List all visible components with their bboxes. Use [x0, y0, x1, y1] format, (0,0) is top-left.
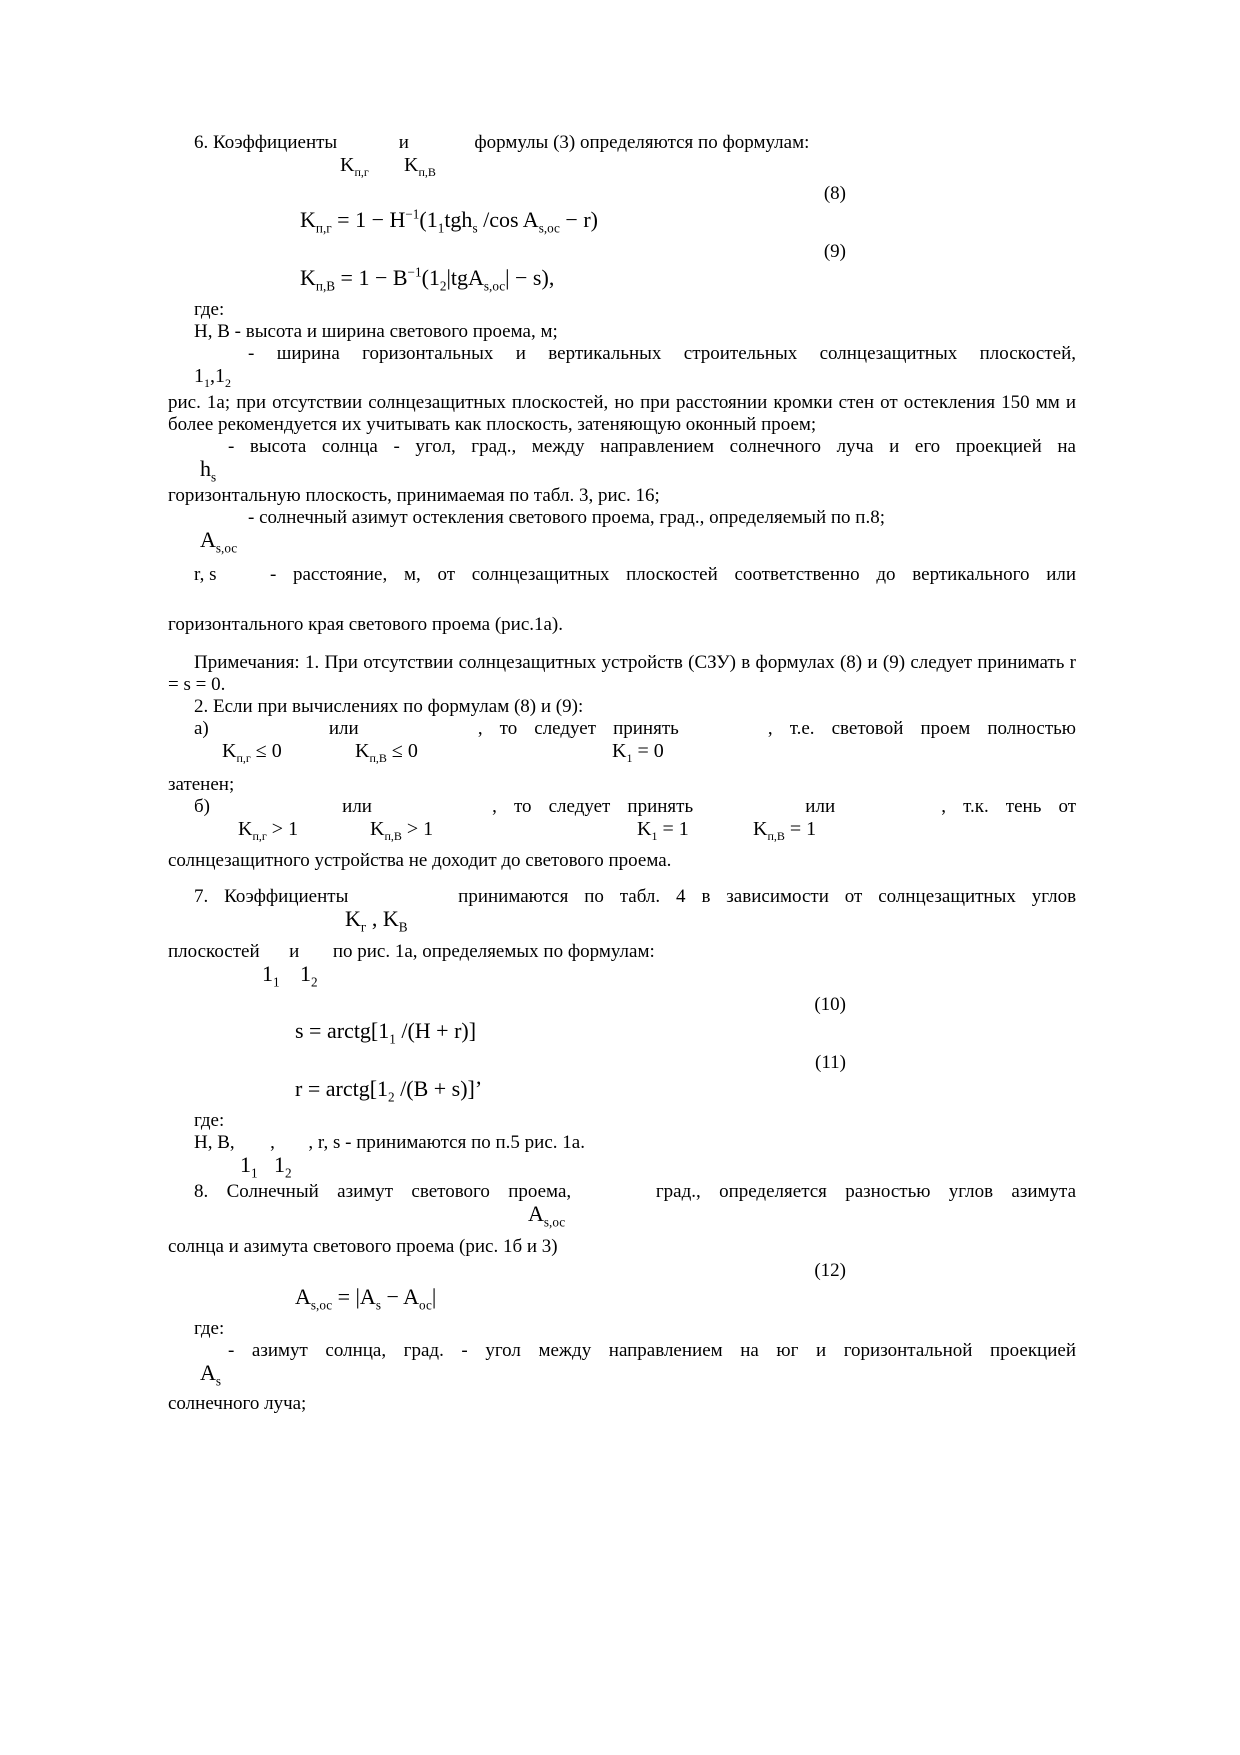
- symbol-k1-eq-0: $K_1 = 0$: [612, 740, 664, 765]
- definition-asoc: - солнечный азимут остекления светового проема, град., определяемый по п.8;: [248, 507, 885, 528]
- inline-formula-gap: [227, 811, 325, 812]
- symbol-kpg-gt-1: $K_{п,г} > 1$: [238, 818, 299, 843]
- inline-formula-gap: [342, 147, 394, 148]
- para-6-intro-mid: и: [398, 132, 409, 153]
- para-7-intro: [168, 886, 1076, 908]
- definition-p5: [168, 1132, 1076, 1154]
- para-7-line2-post: по рис. 1а, определяемых по формулам:: [332, 941, 655, 962]
- case-a-or: или: [328, 718, 359, 739]
- symbol-line-l: [168, 365, 1076, 392]
- definition-p5-comma1: ,: [270, 1132, 275, 1153]
- definition-as: - азимут солнца, град. - угол между направлением на юг и горизонтальной проекцией: [228, 1340, 1076, 1361]
- case-a-line: [168, 718, 1076, 740]
- inline-formula-gap: [304, 956, 328, 957]
- inline-formula-gap: [226, 733, 312, 734]
- para-6-intro-post: формулы (3) определяются по формулам:: [474, 132, 810, 153]
- inline-formula-gap: [852, 811, 924, 812]
- case-b-then: , то следует принять: [492, 796, 694, 817]
- inline-formula-gap: [376, 733, 461, 734]
- inline-formula-gap: [280, 1147, 304, 1148]
- case-a-tail: , т.е. световой проем полностью: [767, 718, 1077, 739]
- definition-as-symbols: [168, 1362, 1076, 1389]
- case-b-end: солнцезащитного устройства не доходит до светового проема.: [168, 850, 672, 871]
- equation-10-number: (10): [814, 994, 846, 1015]
- symbol-kpv-eq-1: $K_{п,В} = 1$: [753, 818, 817, 843]
- inline-formula-gap: [589, 1196, 637, 1197]
- case-b-or-1: или: [342, 796, 372, 817]
- inline-formula-gap: [710, 811, 788, 812]
- definition-hs-2: горизонтальную плоскость, принимаемая по табл. 3, рис. 16;: [168, 485, 660, 506]
- inline-formula-gap: [364, 901, 442, 902]
- equation-11: [168, 1052, 1076, 1104]
- symbol-l1: $1_1$: [262, 961, 280, 990]
- symbol-hs: $h_s$: [200, 456, 217, 485]
- para-7-intro-pre: 7. Коэффициенты: [194, 886, 349, 907]
- note-1: Примечания: 1. При отсутствии солнцезащитных устройств (СЗУ) в формулах (8) и (9) следует принимать r = s = 0.: [168, 652, 1076, 695]
- symbol-asoc: $A_{s,ос}$: [528, 1201, 566, 1230]
- para-7-intro-post: принимаются по табл. 4 в зависимости от солнцезащитных углов: [458, 886, 1077, 907]
- definition-rs-text: - расстояние, м, от солнцезащитных плоскостей соответственно до вертикального или: [269, 564, 1077, 585]
- equation-9-number: (9): [823, 241, 846, 262]
- equation-11-number: (11): [815, 1052, 846, 1073]
- definition-rs-2: горизонтального края светового проема (рис.1а).: [168, 614, 564, 635]
- definition-p5-symbols: [168, 1154, 1076, 1181]
- case-a-then: , то следует принять: [477, 718, 679, 739]
- case-b-label: б): [194, 796, 210, 817]
- symbol-kpv-gt-1: $K_{п,В} > 1$: [370, 818, 434, 843]
- para-8-line2: солнца и азимута светового проема (рис. 1б и 3): [168, 1236, 558, 1257]
- para-7-line2-mid: и: [289, 941, 300, 962]
- para-6-intro: [168, 132, 1076, 154]
- inline-formula-gap: [239, 1147, 265, 1148]
- para-6-symbols: [168, 154, 1076, 181]
- para-8-intro-pre: 8. Солнечный азимут светового проема,: [194, 1181, 572, 1202]
- symbol-kpv-le-0: $K_{п,В} \le 0$: [355, 740, 418, 765]
- equation-10: [168, 994, 1076, 1046]
- para-7-line2-pre: плоскостей: [168, 941, 260, 962]
- definition-rs-pre: r, s: [194, 564, 217, 585]
- symbol-l1: $1_1$: [240, 1152, 258, 1181]
- inline-formula-gap: [414, 147, 470, 148]
- para-8-intro: [168, 1181, 1076, 1203]
- equation-10-formula: $s = arctg[1_1$ /(H + r)]: [295, 1018, 477, 1047]
- case-b-line: [168, 796, 1076, 818]
- case-a-symbols: [168, 740, 1076, 770]
- symbol-k-pv: $K_{п,В}$: [404, 154, 436, 179]
- case-b-or-2: или: [805, 796, 836, 817]
- symbol-k1-eq-1: $K_1 = 1$: [637, 818, 689, 843]
- case-a-end: затенен;: [168, 774, 235, 795]
- definition-hs: - высота солнца - угол, град., между направлением солнечного луча и его проекцией на: [228, 436, 1076, 457]
- symbol-l2: $1_2$: [274, 1152, 292, 1181]
- symbol-line-asoc: [168, 529, 1076, 556]
- definition-l: - ширина горизонтальных и вертикальных строительных солнцезащитных плоскостей,: [248, 343, 1076, 364]
- definition-as-2: солнечного луча;: [168, 1393, 307, 1414]
- where-label-1: где:: [194, 299, 225, 320]
- equation-9: [168, 241, 1076, 293]
- definition-p5-rest: , r, s - принимаются по п.5 рис. 1а.: [308, 1132, 585, 1153]
- para-7-l-symbols: [168, 963, 1076, 990]
- equation-9-formula: $K_{п,В} = 1 - B^{-1}(1_2|tgA_{s,ос}| - s)$,: [300, 264, 555, 294]
- symbol-k-pg: $K_{п,г}$: [340, 154, 369, 179]
- case-a-label: а): [194, 718, 209, 739]
- inline-formula-gap: [233, 579, 253, 580]
- para-7-line2: [168, 941, 1076, 963]
- para-7-symbols: [168, 908, 1076, 935]
- paragraph-ris1a: рис. 1а; при отсутствии солнцезащитных плоскостей, но при расстоянии кромки стен от остекления 150 мм и более рекомендуется их учитывать как плоскость, затеняющую оконный проем;: [168, 392, 1076, 435]
- definition-hb: Н, В - высота и ширина светового проема, м;: [194, 321, 558, 342]
- equation-8-formula: $K_{п,г} = 1 - H^{-1}(1_1tgh_s$ /cos $A_{s,ос} - r$): [300, 206, 598, 236]
- para-8-symbols: [168, 1203, 1076, 1230]
- note-2: 2. Если при вычислениях по формулам (8) и (9):: [194, 696, 584, 717]
- case-b-tail: , т.к. тень от: [941, 796, 1076, 817]
- where-label-3: где:: [194, 1318, 225, 1339]
- equation-12: [168, 1260, 1076, 1312]
- symbol-line-hs: [168, 458, 1076, 485]
- inline-formula-gap: [264, 956, 284, 957]
- symbol-kg-kv: $K_г$ , $K_В$: [345, 906, 408, 935]
- equation-11-formula: $r = arctg[1_2$ /(B + s)]’: [295, 1076, 483, 1105]
- symbol-kpg-le-0: $K_{п,г} \le 0$: [222, 740, 282, 765]
- inline-formula-gap: [696, 733, 751, 734]
- para-8-intro-post: град., определяется разностью углов азимута: [655, 1181, 1077, 1202]
- para-6-intro-pre: 6. Коэффициенты: [194, 132, 338, 153]
- definition-p5-pre: Н, В,: [194, 1132, 235, 1153]
- inline-formula-gap: [389, 811, 475, 812]
- case-b-symbols: [168, 818, 1076, 848]
- equation-8-number: (8): [823, 183, 846, 204]
- where-label-2: где:: [194, 1110, 225, 1131]
- symbol-asoc: $A_{s,ос}$: [200, 527, 238, 556]
- equation-8: [168, 183, 1076, 235]
- equation-12-number: (12): [814, 1260, 846, 1281]
- equation-12-formula: $A_{s,ос} = |A_s - A_{ос}|$: [295, 1284, 437, 1313]
- symbol-l2: $1_2$: [300, 961, 318, 990]
- definition-rs: [168, 564, 1076, 586]
- symbol-l1l2: $1_1,1_2$: [194, 365, 231, 390]
- symbol-as: $A_s$: [200, 1360, 222, 1389]
